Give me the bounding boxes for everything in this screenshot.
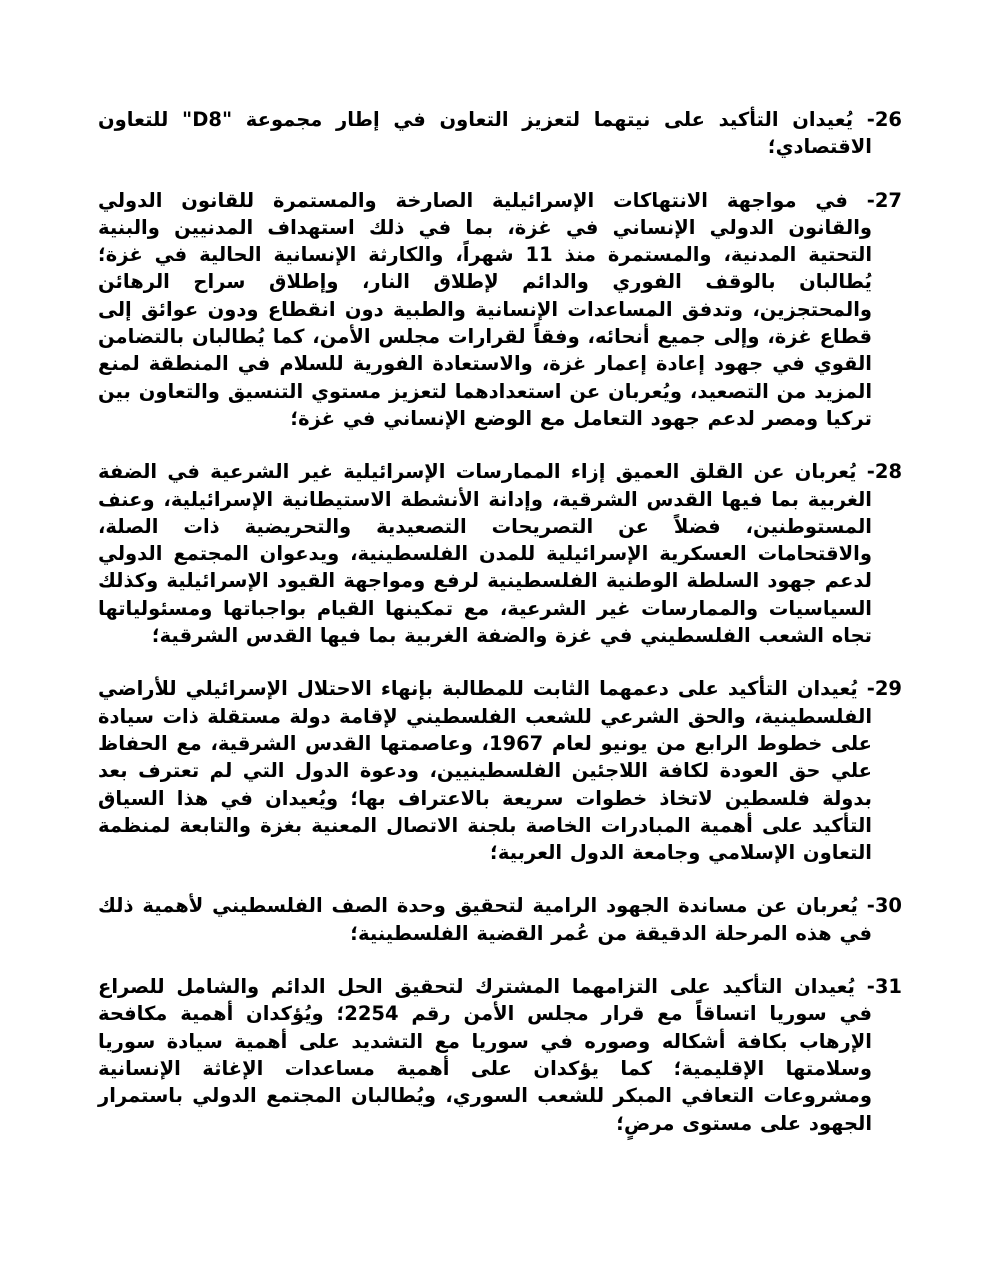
paragraph-list (98, 106, 902, 1137)
numbered-paragraph-31 (98, 973, 902, 1137)
paragraph-number: 30- (866, 894, 902, 918)
numbered-paragraph-27 (98, 187, 902, 433)
paragraph-text: يُعربان عن القلق العميق إزاء الممارسات الإسرائيلية غير الشرعية في الضفة الغربية بما فيها القدس الشرقية، وإدانة الأنشطة الاستيطانية الإسرائيلية، وعنف المستوطنين، فضلاً عن التصريحات التصعيدية والتحريضية ذات الصلة، والاقتحامات العسكرية الإسرائيلية للمدن الفلسطينية، ويدعوان المجتمع الدولي لدعم جهود السلطة الوطنية الفلسطينية لرفع ومواجهة القيود الإسرائيلية وكذلك السياسيات والممارسات غير الشرعية، مع تمكينها القيام بواجباتها ومسئولياتها تجاه الشعب الفلسطيني في غزة والضفة الغربية بما فيها القدس الشرقية؛ (98, 460, 872, 648)
paragraph-text: يُعيدان التأكيد على نيتهما لتعزيز التعاون في إطار مجموعة "D8" للتعاون الاقتصادي؛ (98, 108, 872, 159)
numbered-paragraph-28 (98, 458, 902, 649)
paragraph-number: 31- (866, 975, 902, 999)
numbered-paragraph-30 (98, 892, 902, 947)
numbered-paragraph-29 (98, 675, 902, 866)
paragraph-text: في مواجهة الانتهاكات الإسرائيلية الصارخة والمستمرة للقانون الدولي والقانون الدولي الإنساني في غزة، بما في ذلك استهداف المدنيين والبنية التحتية المدنية، والمستمرة منذ 11 شهراً، والكارثة الإنسانية الحالية في غزة؛ يُطالبان بالوقف الفوري والدائم لإطلاق النار، وإطلاق سراح الرهائن والمحتجزين، وتدفق المساعدات الإنسانية والطبية دون انقطاع ودون عوائق إلى قطاع غزة، وإلى جميع أنحائه، وفقاً لقرارات مجلس الأمن، كما يُطالبان بالتضامن القوي في جهود إعادة إعمار غزة، والاستعادة الفورية للسلام في المنطقة لمنع المزيد من التصعيد، ويُعربان عن استعدادهما لتعزيز مستوي التنسيق والتعاون بين تركيا ومصر لدعم جهود التعامل مع الوضع الإنساني في غزة؛ (98, 188, 873, 430)
paragraph-text: يُعيدان التأكيد على دعمهما الثابت للمطالبة بإنهاء الاحتلال الإسرائيلي للأراضي الفلسطينية، والحق الشرعي للشعب الفلسطيني لإقامة دولة مستقلة ذات سيادة على خطوط الرابع من يونيو لعام 1967، وعاصمتها القدس الشرقية، مع الحفاظ علي حق العودة لكافة اللاجئين الفلسطينيين، ودعوة الدول التي لم تعترف بعد بدولة فلسطين لاتخاذ خطوات سريعة بالاعتراف بها؛ ويُعيدان في هذا السياق التأكيد على أهمية المبادرات الخاصة بلجنة الاتصال المعنية بغزة والتابعة لمنظمة التعاون الإسلامي وجامعة الدول العربية؛ (98, 677, 872, 865)
numbered-paragraph-26 (98, 106, 902, 161)
paragraph-number: 27- (866, 188, 902, 212)
paragraph-text: يُعربان عن مساندة الجهود الرامية لتحقيق وحدة الصف الفلسطيني لأهمية ذلك في هذه المرحلة الدقيقة من عُمر القضية الفلسطينية؛ (98, 894, 872, 945)
paragraph-number: 28- (866, 460, 903, 484)
paragraph-text: يُعيدان التأكيد على التزامهما المشترك لتحقيق الحل الدائم والشامل للصراع في سوريا اتساقاً مع قرار مجلس الأمن رقم 2254؛ ويُؤكدان أهمية مكافحة الإرهاب بكافة أشكاله وصوره في سوريا مع التشديد على أهمية سيادة سوريا وسلامتها الإقليمية؛ كما يؤكدان على أهمية مساعدات الإغاثة الإنسانية ومشروعات التعافي المبكر للشعب السوري، ويُطالبان المجتمع الدولي باستمرار الجهود على مستوى مرضٍ؛ (98, 975, 872, 1135)
paragraph-number: 26- (866, 108, 902, 131)
paragraph-number: 29- (866, 677, 902, 701)
